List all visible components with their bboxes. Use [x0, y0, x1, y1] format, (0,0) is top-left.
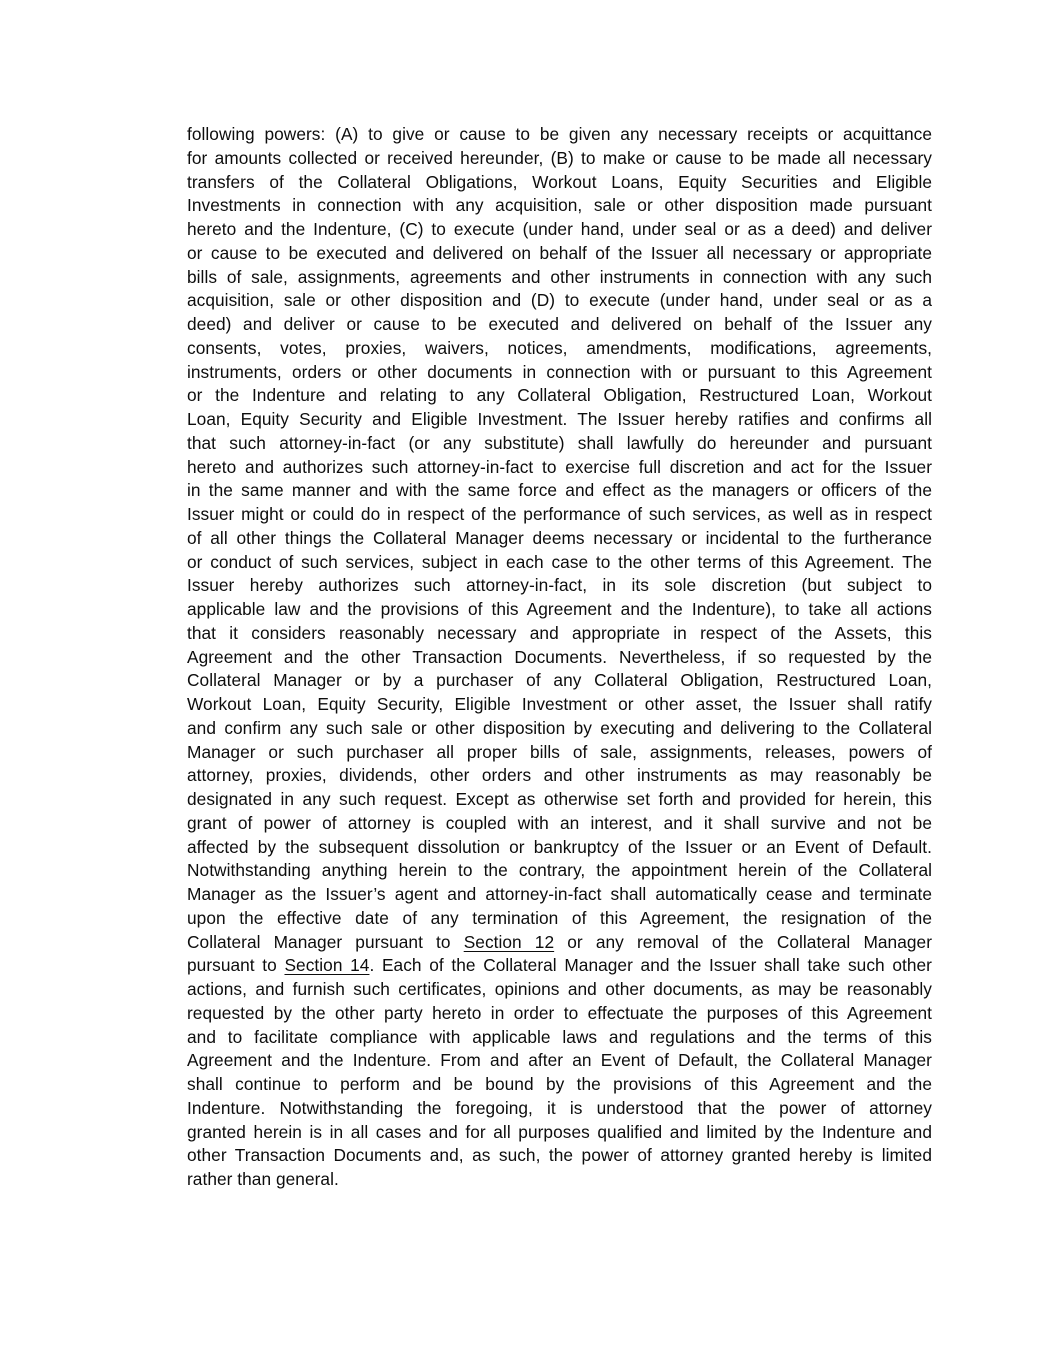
- text-line: consents, votes, proxies, waivers, notices, amendments, modifications, agreements,: [187, 337, 932, 358]
- text-line: rather than general.: [187, 1169, 339, 1189]
- section-reference-link: Section 14: [284, 955, 370, 976]
- text-line: Agreement and the other Transaction Documents. Nevertheless, if so requested by the: [187, 646, 932, 667]
- text-line: [187, 954, 932, 978]
- text-line: affected by the subsequent dissolution or bankruptcy of the Issuer or an Event of Default.: [187, 836, 932, 857]
- text-line: Loan, Equity Security and Eligible Investment. The Issuer hereby ratifies and confirms all: [187, 409, 932, 429]
- text-line: Investments in connection with any acquisition, sale or other disposition made pursuant: [187, 195, 932, 216]
- text-segment: pursuant to: [187, 955, 285, 976]
- text-line: Manager as the Issuer’s agent and attorney-in-fact shall automatically cease and terminate: [187, 884, 932, 904]
- text-line: acquisition, sale or other disposition and (D) to execute (under hand, under seal or as a: [187, 290, 932, 311]
- text-line: hereto and the Indenture, (C) to execute (under hand, under seal or as a deed) and deliver: [187, 219, 932, 239]
- text-segment: or any removal of the Collateral Manager: [554, 931, 932, 952]
- text-line: actions, and furnish such certificates, opinions and other documents, as may be reasonably: [187, 979, 932, 999]
- text-line: Issuer might or could do in respect of the performance of such services, as well as in respect: [187, 504, 932, 524]
- text-line: Notwithstanding anything herein to the contrary, the appointment herein of the Collateral: [187, 860, 932, 881]
- text-line: Indenture. Notwithstanding the foregoing, it is understood that the power of attorney: [187, 1097, 932, 1118]
- text-segment: . Each of the Collateral Manager and the Issuer shall take such other: [369, 955, 932, 976]
- text-line: or cause to be executed and delivered on behalf of the Issuer all necessary or appropriate: [187, 242, 932, 263]
- text-line: and to facilitate compliance with applicable laws and regulations and the terms of this: [187, 1026, 932, 1047]
- text-line: following powers: (A) to give or cause to be given any necessary receipts or acquittance: [187, 124, 932, 144]
- text-line: bills of sale, assignments, agreements and other instruments in connection with any such: [187, 266, 932, 287]
- text-line: upon the effective date of any termination of this Agreement, the resignation of the: [187, 907, 932, 928]
- text-line: grant of power of attorney is coupled with an interest, and it shall survive and not be: [187, 812, 932, 833]
- text-line: that such attorney-in-fact (or any substitute) shall lawfully do hereunder and pursuant: [187, 432, 932, 453]
- text-line: Agreement and the Indenture. From and after an Event of Default, the Collateral Manager: [187, 1050, 932, 1071]
- text-line: hereto and authorizes such attorney-in-fact to exercise full discretion and act for the Issuer: [187, 456, 932, 477]
- text-line: requested by the other party hereto in order to effectuate the purposes of this Agreement: [187, 1002, 932, 1023]
- text-line: of all other things the Collateral Manager deems necessary or incidental to the furtherance: [187, 527, 932, 548]
- text-line: for amounts collected or received hereunder, (B) to make or cause to be made all necessary: [187, 147, 932, 168]
- text-line: applicable law and the provisions of this Agreement and the Indenture), to take all actions: [187, 599, 932, 619]
- text-line: or conduct of such services, subject in each case to the other terms of this Agreement. The: [187, 551, 932, 572]
- text-line: instruments, orders or other documents in connection with or pursuant to this Agreement: [187, 361, 932, 382]
- text-line: and confirm any such sale or other disposition by executing and delivering to the Collateral: [187, 717, 932, 738]
- text-line: attorney, proxies, dividends, other orders and other instruments as may reasonably be: [187, 765, 932, 786]
- text-line: transfers of the Collateral Obligations, Workout Loans, Equity Securities and Eligible: [187, 171, 932, 192]
- text-line: Manager or such purchaser all proper bills of sale, assignments, releases, powers of: [187, 741, 932, 762]
- text-line: designated in any such request. Except as otherwise set forth and provided for herein, this: [187, 789, 932, 809]
- text-line: other Transaction Documents and, as such, the power of attorney granted hereby is limited: [187, 1145, 932, 1166]
- text-line: deed) and deliver or cause to be executed and delivered on behalf of the Issuer any: [187, 314, 932, 334]
- paragraph-body-text: [187, 123, 932, 1192]
- text-line: in the same manner and with the same force and effect as the managers or officers of the: [187, 480, 932, 501]
- text-segment: Collateral Manager pursuant to: [187, 931, 464, 952]
- text-line: Workout Loan, Equity Security, Eligible Investment or other asset, the Issuer shall ratify: [187, 694, 932, 714]
- section-reference-link: Section 12: [463, 931, 555, 952]
- text-line: Collateral Manager or by a purchaser of any Collateral Obligation, Restructured Loan,: [187, 670, 932, 691]
- text-line: granted herein is in all cases and for all purposes qualified and limited by the Indenture and: [187, 1121, 932, 1142]
- text-line: or the Indenture and relating to any Collateral Obligation, Restructured Loan, Workout: [187, 385, 932, 406]
- text-line: [187, 931, 932, 955]
- text-line: that it considers reasonably necessary and appropriate in respect of the Assets, this: [187, 622, 932, 643]
- text-line: shall continue to perform and be bound by the provisions of this Agreement and the: [187, 1074, 932, 1094]
- text-line: Issuer hereby authorizes such attorney-in-fact, in its sole discretion (but subject to: [187, 575, 932, 596]
